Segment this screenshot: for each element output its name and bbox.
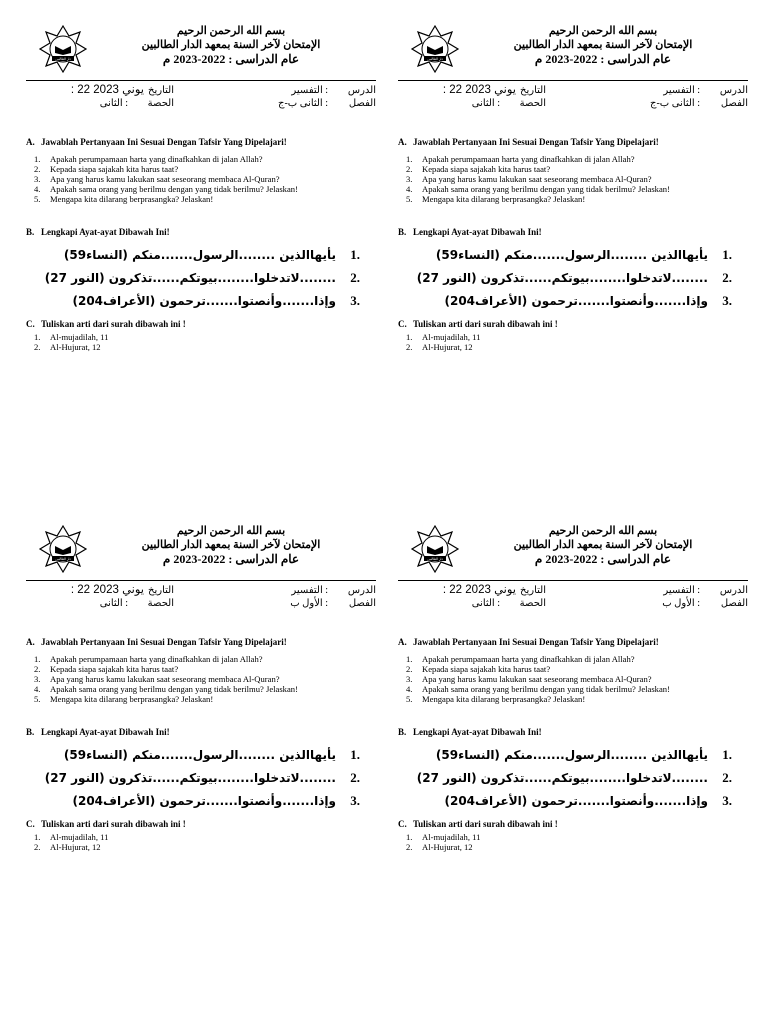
- exam-sheet: [26, 518, 376, 888]
- list-item: [26, 174, 376, 184]
- section-b-title: B. Lengkapi Ayat-ayat Dibawah Ini!: [398, 727, 542, 737]
- ayat-item: .2........لاتدخلوا........بيوتكم......تذكرون (النور 27): [416, 770, 732, 785]
- svg-text:دار الطالبين: دار الطالبين: [427, 57, 443, 61]
- list-number: 4.: [34, 184, 41, 194]
- list-number: 2.: [34, 842, 41, 852]
- header-divider: [26, 80, 376, 81]
- list-number: 2.: [406, 664, 413, 674]
- list-text: Kepada siapa sajakah kita harus taat?: [50, 164, 179, 174]
- section-a: [398, 136, 748, 204]
- period-value: : الثانى: [99, 98, 128, 109]
- list-text: Al-mujadilah, 11: [50, 332, 109, 342]
- section-b: [26, 726, 376, 808]
- exam-info: [398, 84, 748, 114]
- subject-label: الدرس: [719, 85, 748, 96]
- ayat-item: .2........لاتدخلوا........بيوتكم......تذكرون (النور 27): [44, 270, 360, 285]
- list-item: [398, 694, 748, 704]
- list-number: 1.: [34, 832, 41, 842]
- list-text: Mengapa kita dilarang berprasangka? Jelaskan!: [422, 694, 586, 704]
- subject-value: : التفسير: [663, 585, 700, 596]
- section-c-items: [26, 832, 376, 852]
- section-a: [26, 636, 376, 704]
- ayat-item: .3وإذا.......وأنصتوا.......ترحمون (الأعراف204): [72, 793, 360, 808]
- list-number: 2.: [34, 164, 41, 174]
- class-value: : الأول ب: [290, 598, 328, 609]
- class-label: الفصل: [720, 98, 748, 109]
- list-item: [26, 842, 376, 852]
- list-item: [26, 194, 376, 204]
- exam-sheet: [398, 18, 748, 388]
- period-label: الحصة: [147, 98, 174, 109]
- section-b-title: B. Lengkapi Ayat-ayat Dibawah Ini!: [398, 227, 542, 237]
- list-item: [398, 194, 748, 204]
- date-value: : 22 يوني 2023: [70, 584, 144, 596]
- subject-label: الدرس: [347, 585, 376, 596]
- section-a-questions: [26, 154, 376, 204]
- sheet-header: [468, 24, 738, 66]
- section-a-title: A. Jawablah Pertanyaan Ini Sesuai Dengan Tafsir Yang Dipelajari!: [398, 137, 659, 147]
- basmala: بسم الله الرحمن الرحيم: [176, 25, 286, 37]
- list-text: Apa yang harus kamu lakukan saat seseorang membaca Al-Quran?: [422, 674, 652, 684]
- period-value: : الثانى: [471, 98, 500, 109]
- section-c-title: C. Tuliskan arti dari surah dibawah ini !: [398, 819, 558, 829]
- list-text: Apa yang harus kamu lakukan saat seseorang membaca Al-Quran?: [422, 174, 652, 184]
- basmala: بسم الله الرحمن الرحيم: [548, 525, 658, 537]
- exam-title: الإمتحان لآخر السنة بمعهد الدار الطالبين: [513, 39, 693, 51]
- list-text: Al-Hujurat, 12: [50, 842, 101, 852]
- list-item: [398, 674, 748, 684]
- class-label: الفصل: [720, 598, 748, 609]
- section-c-title: C. Tuliskan arti dari surah dibawah ini !: [26, 319, 186, 329]
- exam-info: [398, 584, 748, 614]
- section-b: [398, 226, 748, 308]
- list-number: 3.: [34, 674, 41, 684]
- list-text: Apakah perumpamaan harta yang dinafkahkan di jalan Allah?: [50, 654, 263, 664]
- section-c: [398, 318, 748, 352]
- section-b-title: B. Lengkapi Ayat-ayat Dibawah Ini!: [26, 227, 170, 237]
- section-c-title: C. Tuliskan arti dari surah dibawah ini !: [26, 819, 186, 829]
- list-number: 1.: [406, 332, 413, 342]
- list-text: Kepada siapa sajakah kita harus taat?: [422, 664, 551, 674]
- header-divider: [26, 580, 376, 581]
- list-item: [26, 654, 376, 664]
- list-item: [398, 832, 748, 842]
- section-c-title: C. Tuliskan arti dari surah dibawah ini !: [398, 319, 558, 329]
- section-b: [398, 726, 748, 808]
- list-text: Mengapa kita dilarang berprasangka? Jelaskan!: [50, 194, 214, 204]
- sheet-header: [96, 24, 366, 66]
- exam-title: الإمتحان لآخر السنة بمعهد الدار الطالبين: [141, 539, 321, 551]
- list-number: 4.: [34, 684, 41, 694]
- list-text: Al-mujadilah, 11: [422, 332, 481, 342]
- list-text: Al-mujadilah, 11: [422, 832, 481, 842]
- list-item: [26, 694, 376, 704]
- list-item: [26, 684, 376, 694]
- list-number: 1.: [34, 332, 41, 342]
- exam-title: الإمتحان لآخر السنة بمعهد الدار الطالبين: [141, 39, 321, 51]
- ayat-item: .2........لاتدخلوا........بيوتكم......تذكرون (النور 27): [416, 270, 732, 285]
- ayat-item: .3وإذا.......وأنصتوا.......ترحمون (الأعراف204): [72, 293, 360, 308]
- subject-value: : التفسير: [663, 85, 700, 96]
- subject-value: : التفسير: [291, 85, 328, 96]
- ayat-item: .3وإذا.......وأنصتوا.......ترحمون (الأعراف204): [444, 793, 732, 808]
- school-year: عام الدراسى : 2022-2023 م: [162, 52, 300, 66]
- list-item: [398, 174, 748, 184]
- list-item: [398, 164, 748, 174]
- subject-label: الدرس: [719, 585, 748, 596]
- list-item: [26, 184, 376, 194]
- list-number: 1.: [34, 154, 41, 164]
- class-value: : الثانى ب-ج: [278, 98, 328, 109]
- list-number: 5.: [406, 194, 413, 204]
- date-value: : 22 يوني 2023: [70, 84, 144, 96]
- list-item: [26, 164, 376, 174]
- list-item: [398, 654, 748, 664]
- list-item: [398, 664, 748, 674]
- class-value: : الثانى ب-ج: [650, 98, 700, 109]
- list-item: [398, 184, 748, 194]
- list-item: [26, 664, 376, 674]
- list-text: Al-mujadilah, 11: [50, 832, 109, 842]
- ayat-item: .1يأيهاالذين ........الرسول.......منكم (النساء59): [435, 247, 732, 262]
- section-c-items: [26, 332, 376, 352]
- list-item: [26, 674, 376, 684]
- ayat-item: .1يأيهاالذين ........الرسول.......منكم (النساء59): [63, 747, 360, 762]
- school-logo-icon: [38, 524, 88, 574]
- list-text: Apakah perumpamaan harta yang dinafkahkan di jalan Allah?: [422, 154, 635, 164]
- exam-info: [26, 584, 376, 614]
- list-number: 2.: [406, 842, 413, 852]
- list-text: Apakah perumpamaan harta yang dinafkahkan di jalan Allah?: [422, 654, 635, 664]
- exam-info: [26, 84, 376, 114]
- school-year: عام الدراسى : 2022-2023 م: [534, 52, 672, 66]
- date-value: : 22 يوني 2023: [442, 584, 516, 596]
- date-label: التاريخ: [148, 585, 174, 596]
- list-item: [398, 342, 748, 352]
- school-logo-icon: [410, 524, 460, 574]
- section-c: [398, 818, 748, 852]
- list-number: 1.: [406, 832, 413, 842]
- exam-title: الإمتحان لآخر السنة بمعهد الدار الطالبين: [513, 539, 693, 551]
- list-text: Apakah sama orang yang berilmu dengan yang tidak berilmu? Jelaskan!: [50, 684, 298, 694]
- list-text: Apa yang harus kamu lakukan saat seseorang membaca Al-Quran?: [50, 174, 280, 184]
- header-divider: [398, 580, 748, 581]
- list-number: 4.: [406, 684, 413, 694]
- section-a-title: A. Jawablah Pertanyaan Ini Sesuai Dengan Tafsir Yang Dipelajari!: [26, 137, 287, 147]
- section-c: [26, 818, 376, 852]
- list-number: 1.: [406, 154, 413, 164]
- basmala: بسم الله الرحمن الرحيم: [548, 25, 658, 37]
- section-a: [26, 136, 376, 204]
- date-label: التاريخ: [148, 85, 174, 96]
- list-text: Mengapa kita dilarang berprasangka? Jelaskan!: [422, 194, 586, 204]
- section-c: [26, 318, 376, 352]
- list-text: Kepada siapa sajakah kita harus taat?: [422, 164, 551, 174]
- ayat-item: .1يأيهاالذين ........الرسول.......منكم (النساء59): [63, 247, 360, 262]
- list-item: [26, 832, 376, 842]
- list-item: [26, 154, 376, 164]
- section-a-title: A. Jawablah Pertanyaan Ini Sesuai Dengan Tafsir Yang Dipelajari!: [26, 637, 287, 647]
- ayat-item: .2........لاتدخلوا........بيوتكم......تذكرون (النور 27): [44, 770, 360, 785]
- date-label: التاريخ: [520, 585, 546, 596]
- list-number: 1.: [34, 654, 41, 664]
- period-label: الحصة: [519, 98, 546, 109]
- list-number: 3.: [406, 174, 413, 184]
- list-text: Apakah sama orang yang berilmu dengan yang tidak berilmu? Jelaskan!: [422, 684, 670, 694]
- list-item: [398, 332, 748, 342]
- class-value: : الأول ب: [662, 598, 700, 609]
- list-text: Apakah perumpamaan harta yang dinafkahkan di jalan Allah?: [50, 154, 263, 164]
- list-number: 5.: [406, 694, 413, 704]
- list-number: 2.: [34, 664, 41, 674]
- date-value: : 22 يوني 2023: [442, 84, 516, 96]
- list-item: [398, 842, 748, 852]
- period-label: الحصة: [519, 598, 546, 609]
- svg-text:دار الطالبين: دار الطالبين: [427, 557, 443, 561]
- list-text: Apakah sama orang yang berilmu dengan yang tidak berilmu? Jelaskan!: [422, 184, 670, 194]
- list-item: [26, 342, 376, 352]
- header-divider: [398, 80, 748, 81]
- list-number: 4.: [406, 184, 413, 194]
- sheet-header: [468, 524, 738, 566]
- period-value: : الثانى: [471, 598, 500, 609]
- list-item: [398, 154, 748, 164]
- section-a-title: A. Jawablah Pertanyaan Ini Sesuai Dengan Tafsir Yang Dipelajari!: [398, 637, 659, 647]
- ayat-item: .3وإذا.......وأنصتوا.......ترحمون (الأعراف204): [444, 293, 732, 308]
- section-a-questions: [26, 654, 376, 704]
- list-text: Apa yang harus kamu lakukan saat seseorang membaca Al-Quran?: [50, 674, 280, 684]
- class-label: الفصل: [348, 598, 376, 609]
- class-label: الفصل: [348, 98, 376, 109]
- list-text: Al-Hujurat, 12: [422, 842, 473, 852]
- period-label: الحصة: [147, 598, 174, 609]
- exam-sheet: [26, 18, 376, 388]
- school-year: عام الدراسى : 2022-2023 م: [162, 552, 300, 566]
- list-number: 3.: [34, 174, 41, 184]
- school-logo-icon: [410, 24, 460, 74]
- date-label: التاريخ: [520, 85, 546, 96]
- section-b: [26, 226, 376, 308]
- list-text: Al-Hujurat, 12: [50, 342, 101, 352]
- list-text: Kepada siapa sajakah kita harus taat?: [50, 664, 179, 674]
- list-number: 2.: [406, 342, 413, 352]
- list-number: 2.: [406, 164, 413, 174]
- list-number: 1.: [406, 654, 413, 664]
- section-c-items: [398, 332, 748, 352]
- section-b-title: B. Lengkapi Ayat-ayat Dibawah Ini!: [26, 727, 170, 737]
- section-c-items: [398, 832, 748, 852]
- basmala: بسم الله الرحمن الرحيم: [176, 525, 286, 537]
- list-item: [26, 332, 376, 342]
- section-a: [398, 636, 748, 704]
- sheet-header: [96, 524, 366, 566]
- svg-text:دار الطالبين: دار الطالبين: [55, 57, 71, 61]
- list-number: 5.: [34, 694, 41, 704]
- list-number: 5.: [34, 194, 41, 204]
- subject-value: : التفسير: [291, 585, 328, 596]
- list-number: 2.: [34, 342, 41, 352]
- period-value: : الثانى: [99, 598, 128, 609]
- list-text: Apakah sama orang yang berilmu dengan yang tidak berilmu? Jelaskan!: [50, 184, 298, 194]
- section-a-questions: [398, 654, 748, 704]
- svg-text:دار الطالبين: دار الطالبين: [55, 557, 71, 561]
- list-number: 3.: [406, 674, 413, 684]
- school-logo-icon: [38, 24, 88, 74]
- exam-sheet: [398, 518, 748, 888]
- list-item: [398, 684, 748, 694]
- ayat-item: .1يأيهاالذين ........الرسول.......منكم (النساء59): [435, 747, 732, 762]
- list-text: Mengapa kita dilarang berprasangka? Jelaskan!: [50, 694, 214, 704]
- list-text: Al-Hujurat, 12: [422, 342, 473, 352]
- school-year: عام الدراسى : 2022-2023 م: [534, 552, 672, 566]
- subject-label: الدرس: [347, 85, 376, 96]
- section-a-questions: [398, 154, 748, 204]
